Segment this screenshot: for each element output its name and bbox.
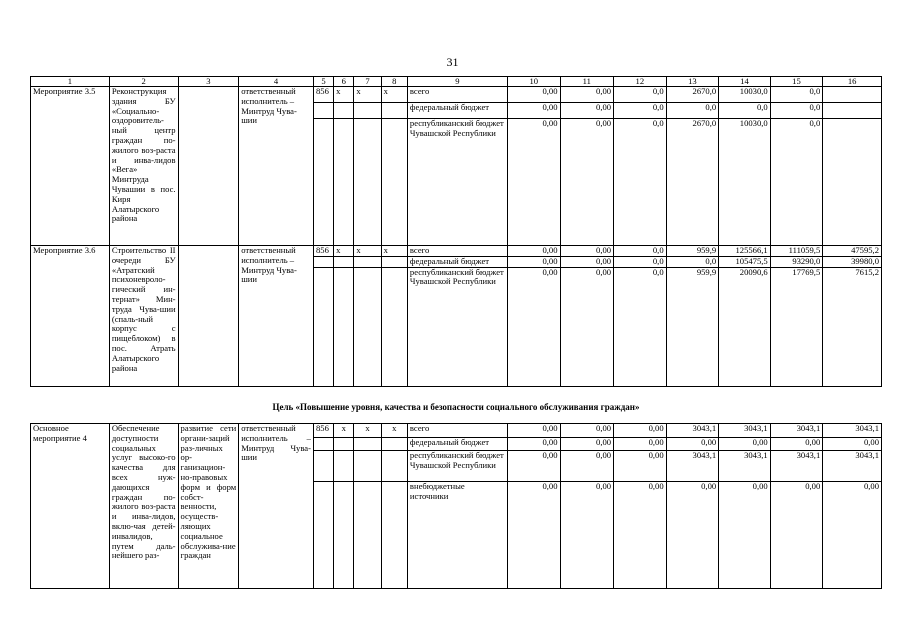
header-cell: 6 (334, 77, 354, 87)
value-cell: 0,00 (560, 103, 614, 119)
value-cell: 0,00 (507, 256, 560, 267)
header-cell: 12 (614, 77, 667, 87)
value-cell: 0,0 (614, 256, 667, 267)
code-cell: x (354, 246, 381, 257)
value-cell: 7615,2 (823, 267, 882, 386)
value-cell: 959,9 (666, 267, 719, 386)
value-cell: 0,00 (507, 246, 560, 257)
funding-source: всего (407, 87, 507, 103)
value-cell: 0,00 (560, 87, 614, 103)
code-cell: x (381, 424, 407, 438)
value-cell: 0,0 (614, 246, 667, 257)
header-cell: 9 (407, 77, 507, 87)
funding-source: республиканский бюджет Чувашской Республики (407, 451, 507, 482)
funding-source: всего (407, 246, 507, 257)
value-cell (823, 87, 882, 103)
value-cell: 3043,1 (770, 451, 823, 482)
value-cell: 20090,6 (719, 267, 771, 386)
value-cell: 0,0 (719, 103, 771, 119)
value-cell: 3043,1 (823, 424, 882, 438)
value-cell: 0,00 (560, 451, 614, 482)
code-cell: x (381, 246, 407, 257)
table-row (31, 246, 882, 257)
value-cell: 0,00 (507, 87, 560, 103)
event-name: Мероприятие 3.5 (31, 87, 110, 246)
value-cell: 0,00 (614, 482, 667, 589)
value-cell: 0,00 (666, 437, 719, 451)
value-cell: 0,00 (507, 451, 560, 482)
event-description: Строительство II очереди БУ «Атратский психоневроло-гический ин-тернат» Мин-труда Чува-шии (спаль-ный корпус с пищеблоком) в пос. Атрать Алатырского района (109, 246, 178, 387)
value-cell: 0,00 (666, 482, 719, 589)
value-cell: 0,00 (507, 267, 560, 386)
header-row (31, 77, 882, 87)
code-cell: x (334, 246, 354, 257)
value-cell (823, 119, 882, 246)
value-cell: 125566,1 (719, 246, 771, 257)
value-cell: 0,00 (614, 424, 667, 438)
value-cell: 0,00 (560, 119, 614, 246)
header-cell: 14 (719, 77, 771, 87)
code-cell: x (334, 424, 354, 438)
header-cell: 1 (31, 77, 110, 87)
value-cell: 3043,1 (770, 424, 823, 438)
funding-source: республиканский бюджет Чувашской Республики (407, 267, 507, 386)
header-cell: 2 (109, 77, 178, 87)
value-cell: 0,00 (507, 103, 560, 119)
header-cell: 8 (381, 77, 407, 87)
value-cell: 0,00 (614, 437, 667, 451)
value-cell: 10030,0 (719, 119, 771, 246)
funding-source: республиканский бюджет Чувашской Республики (407, 119, 507, 246)
value-cell (823, 103, 882, 119)
funding-source: федеральный бюджет (407, 256, 507, 267)
value-cell: 0,0 (770, 119, 823, 246)
event-name: Основное мероприятие 4 (31, 424, 110, 589)
value-cell: 111059,5 (770, 246, 823, 257)
value-cell: 2670,0 (666, 119, 719, 246)
value-cell: 0,00 (719, 482, 771, 589)
funding-source: внебюджетные источники (407, 482, 507, 589)
value-cell: 0,0 (614, 103, 667, 119)
code-cell: x (334, 87, 354, 103)
event-executor: ответственный исполнитель – Минтруд Чува-шии (239, 87, 314, 246)
value-cell: 2670,0 (666, 87, 719, 103)
event-description: Реконструкция здания БУ «Социально-оздоровитель-ный центр граждан по-жилого воз-раста и инва-лидов «Вега» Минтруда Чувашии в пос. Киря Алатырского района (109, 87, 178, 246)
value-cell: 17769,5 (770, 267, 823, 386)
header-cell: 10 (507, 77, 560, 87)
event-description: Обеспечение доступности социальных услуг высоко-го качества для всех нуж-дающихся граждан по-жилого воз-раста и инва-лидов, вклю-чая детей-инвалидов, путем даль-нейшего раз- (109, 424, 178, 589)
code-cell: 856 (313, 87, 333, 103)
value-cell: 0,0 (614, 267, 667, 386)
value-cell: 0,0 (614, 87, 667, 103)
value-cell: 10030,0 (719, 87, 771, 103)
value-cell: 0,00 (560, 256, 614, 267)
value-cell: 0,00 (507, 119, 560, 246)
header-cell: 13 (666, 77, 719, 87)
value-cell: 0,00 (560, 437, 614, 451)
header-cell: 7 (354, 77, 381, 87)
value-cell: 0,0 (770, 87, 823, 103)
header-cell: 16 (823, 77, 882, 87)
value-cell: 3043,1 (719, 451, 771, 482)
value-cell: 0,00 (823, 437, 882, 451)
value-cell: 0,00 (770, 482, 823, 589)
header-cell: 3 (178, 77, 239, 87)
value-cell: 0,00 (614, 451, 667, 482)
value-cell: 39980,0 (823, 256, 882, 267)
code-cell: x (354, 424, 381, 438)
value-cell: 93290,0 (770, 256, 823, 267)
funding-source: всего (407, 424, 507, 438)
value-cell: 0,00 (560, 246, 614, 257)
header-cell: 5 (313, 77, 333, 87)
code-cell: 856 (313, 424, 333, 438)
funding-source: федеральный бюджет (407, 437, 507, 451)
table-row (31, 87, 882, 103)
event-col3 (178, 87, 239, 246)
value-cell: 0,0 (770, 103, 823, 119)
value-cell: 0,00 (560, 424, 614, 438)
program-table (30, 76, 882, 387)
value-cell: 0,00 (560, 482, 614, 589)
value-cell: 3043,1 (719, 424, 771, 438)
value-cell: 0,0 (666, 256, 719, 267)
header-cell: 15 (770, 77, 823, 87)
header-cell: 11 (560, 77, 614, 87)
code-cell: x (354, 87, 381, 103)
table-row (31, 424, 882, 438)
value-cell: 0,00 (823, 482, 882, 589)
code-cell: 856 (313, 246, 333, 257)
event-executor: ответственный исполнитель – Минтруд Чува-шии (239, 246, 314, 387)
value-cell: 0,0 (614, 119, 667, 246)
page-number: 31 (446, 55, 459, 69)
event-executor: ответственный исполнитель – Минтруд Чува-шии (239, 424, 314, 589)
value-cell: 0,00 (507, 437, 560, 451)
program-table-goal (30, 423, 882, 589)
value-cell: 3043,1 (823, 451, 882, 482)
goal-title: Цель «Повышение уровня, качества и безопасности социального обслуживания граждан» (272, 402, 640, 412)
event-col3 (178, 246, 239, 387)
value-cell: 0,00 (560, 267, 614, 386)
header-cell: 4 (239, 77, 314, 87)
event-col3: развитие сети органи-заций раз-личных ор-ганизацион-но-правовых форм и форм собст-венности, осуществ-ляющих социальное обслужива-ние граждан (178, 424, 239, 589)
value-cell: 959,9 (666, 246, 719, 257)
event-name: Мероприятие 3.6 (31, 246, 110, 387)
value-cell: 0,00 (719, 437, 771, 451)
value-cell: 0,00 (507, 424, 560, 438)
value-cell: 3043,1 (666, 424, 719, 438)
value-cell: 3043,1 (666, 451, 719, 482)
funding-source: федеральный бюджет (407, 103, 507, 119)
value-cell: 0,00 (770, 437, 823, 451)
value-cell: 105475,5 (719, 256, 771, 267)
value-cell: 47595,2 (823, 246, 882, 257)
code-cell: x (381, 87, 407, 103)
value-cell: 0,0 (666, 103, 719, 119)
value-cell: 0,00 (507, 482, 560, 589)
